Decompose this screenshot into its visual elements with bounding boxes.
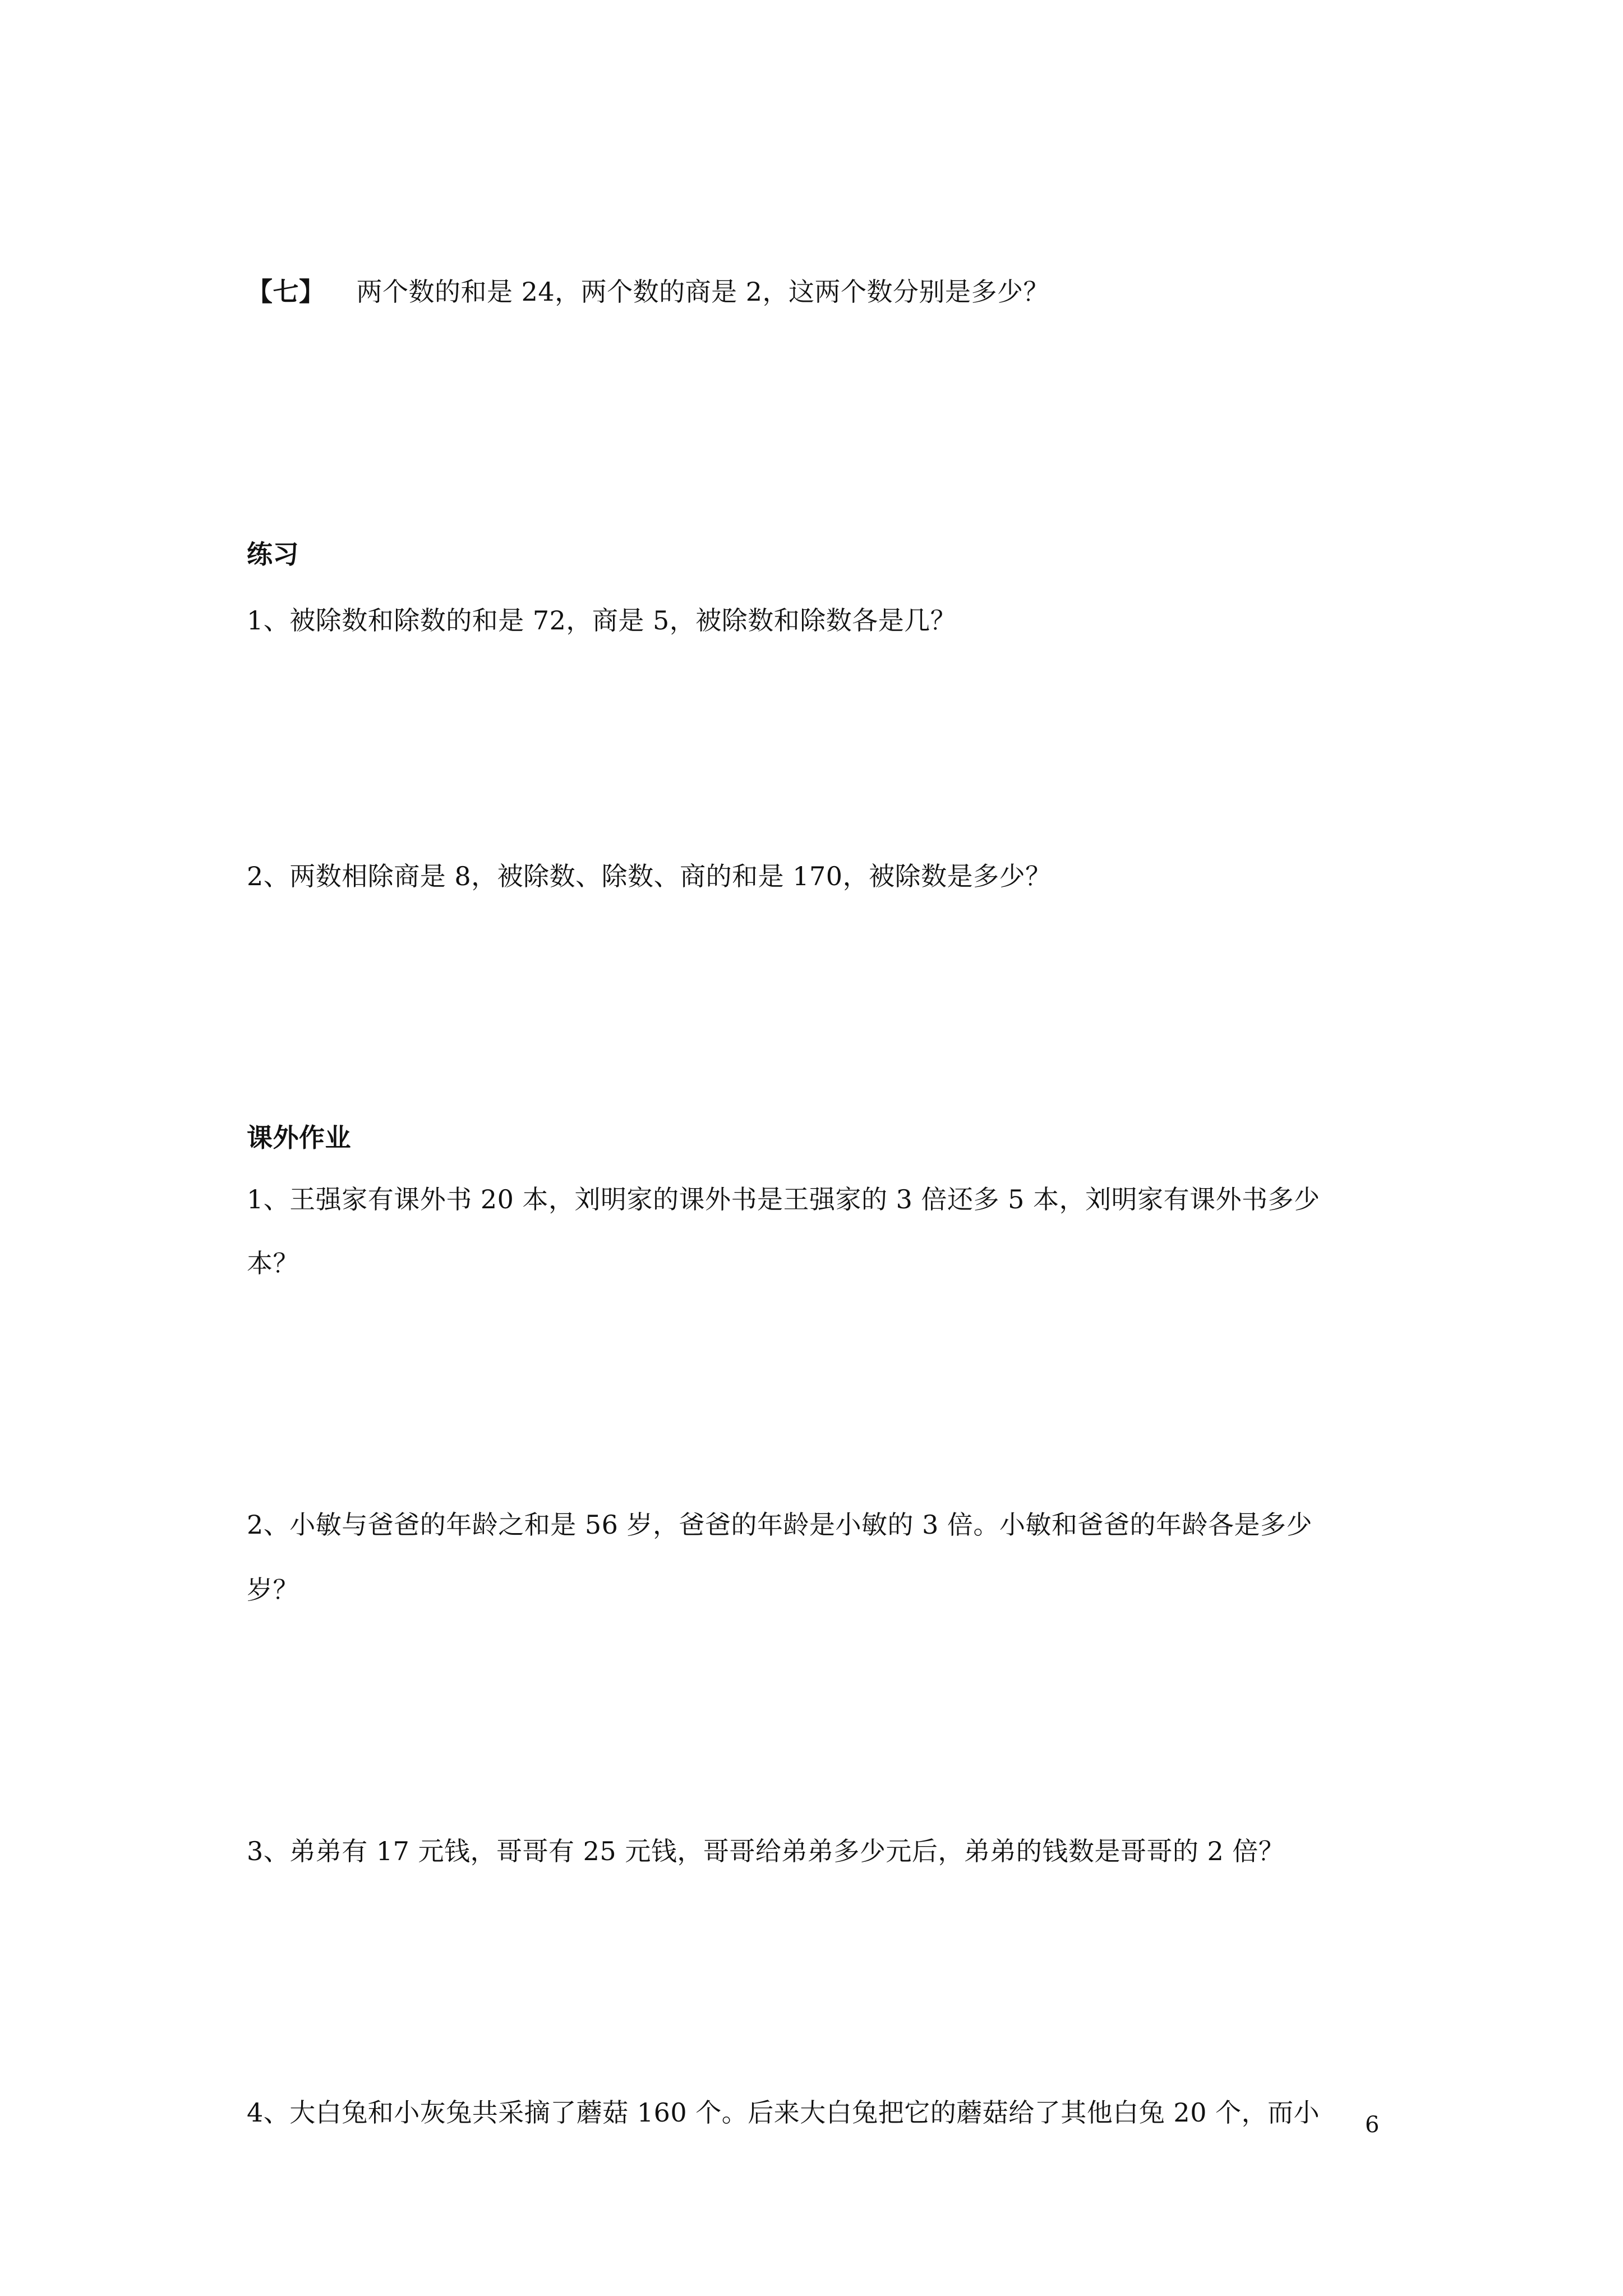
homework-item-2-line-2: 岁？ [247, 1575, 299, 1605]
homework-item-1-line-1: 1、王强家有课外书 20 本，刘明家的课外书是王强家的 3 倍还多 5 本，刘明家有课外书多少 [247, 1184, 1320, 1214]
practice-item-1: 1、被除数和除数的和是 72，商是 5，被除数和除数各是几？ [247, 605, 957, 636]
example-7-line [247, 274, 1049, 310]
homework-item-4-line-1: 4、大白兔和小灰兔共采摘了蘑菇 160 个。后来大白兔把它的蘑菇给了其他白兔 20 个，而小 [247, 2097, 1320, 2128]
homework-item-1-line-2: 本？ [247, 1248, 299, 1278]
example-7-question: 两个数的和是 24，两个数的商是 2，这两个数分别是多少？ [356, 277, 1050, 307]
practice-heading: 练习 [247, 539, 299, 569]
practice-item-2: 2、两数相除商是 8，被除数、除数、商的和是 170，被除数是多少？ [247, 861, 1052, 891]
homework-item-2-line-1: 2、小敏与爸爸的年龄之和是 56 岁，爸爸的年龄是小敏的 3 倍。小敏和爸爸的年龄各是多少 [247, 1510, 1313, 1540]
page-number: 6 [1365, 2112, 1380, 2138]
homework-heading: 课外作业 [247, 1122, 351, 1153]
homework-item-3: 3、弟弟有 17 元钱，哥哥有 25 元钱，哥哥给弟弟多少元后，弟弟的钱数是哥哥的 2 倍？ [247, 1836, 1285, 1866]
example-7-label: 【七】 [247, 277, 325, 307]
